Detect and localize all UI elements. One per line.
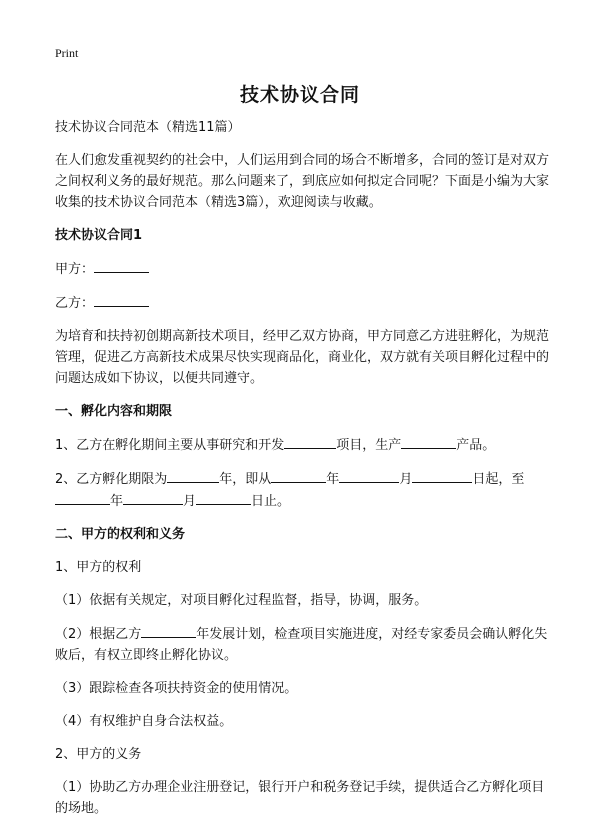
party-a-line: [55, 258, 555, 280]
section1-item2: [55, 468, 555, 512]
party-a-blank: [94, 258, 149, 273]
section2-heading: 二、甲方的权利和义务: [55, 527, 186, 542]
party-a-label: 甲方：: [55, 262, 95, 277]
section1-item1: [55, 434, 555, 456]
party-b-label: 乙方：: [55, 296, 95, 311]
s1i1-blank2: [401, 434, 456, 449]
right-item-3: （3）跟踪检查各项扶持资金的使用情况。: [55, 681, 298, 696]
s1i2-part2: 年，即从: [219, 472, 272, 487]
right-item-2: [55, 623, 555, 666]
s1i1-part2: 项目，生产: [336, 438, 402, 453]
s1i1-blank1: [284, 434, 336, 449]
rights-heading: 1、甲方的权利: [55, 560, 142, 575]
right2-blank: [141, 623, 196, 638]
s1i2-part6: 年: [110, 494, 124, 509]
s1i2-blank2: [271, 468, 326, 483]
s1i2-blank1: [167, 468, 219, 483]
party-b-blank: [94, 292, 149, 307]
section1-heading: 一、孵化内容和期限: [55, 404, 173, 419]
s1i2-blank6: [123, 490, 183, 505]
duty-item-1: （1）协助乙方办理企业注册登记，银行开户和税务登记手续，提供适合乙方孵化项目的场地。: [55, 780, 545, 816]
print-link[interactable]: Print: [55, 46, 79, 60]
s1i2-blank5: [55, 490, 110, 505]
contract-heading: 技术协议合同1: [55, 228, 143, 243]
duties-heading: 2、甲方的义务: [55, 747, 142, 762]
right2-part2: 年发展计划，检查项目实施进度，对经专家委员会确认孵化失败后，有权立即终止孵化协议。: [55, 627, 548, 663]
right2-part1: （2）根据乙方: [55, 627, 142, 642]
s1i2-part5: 日起，至: [472, 472, 525, 487]
s1i2-blank4: [412, 468, 472, 483]
party-b-line: [55, 292, 555, 314]
s1i2-part8: 日止。: [251, 494, 291, 509]
s1i2-part4: 月: [399, 472, 413, 487]
s1i2-blank3: [339, 468, 399, 483]
s1i2-blank7: [196, 490, 251, 505]
s1i2-part1: 2、乙方孵化期限为: [55, 472, 168, 487]
page-title: 技术协议合同: [239, 84, 360, 106]
s1i1-part1: 1、乙方在孵化期间主要从事研究和开发: [55, 438, 285, 453]
document-body: [55, 117, 555, 831]
intro-paragraph: 在人们愈发重视契约的社会中，人们运用到合同的场合不断增多，合同的签订是对双方之间权利义务的最好规范。那么问题来了，到底应如何拟定合同呢？下面是小编为大家收集的技术协议合同范本（精选3篇），欢迎阅读与收藏。: [55, 153, 550, 210]
right-item-4: （4）有权维护自身合法权益。: [55, 714, 233, 729]
preamble-paragraph: 为培育和扶持初创期高新技术项目，经甲乙双方协商，甲方同意乙方进驻孵化，为规范管理，促进乙方高新技术成果尽快实现商品化，商业化，双方就有关项目孵化过程中的问题达成如下协议，以便共同遵守。: [55, 329, 550, 386]
right-item-1: （1）依据有关规定，对项目孵化过程监督，指导，协调，服务。: [55, 593, 428, 608]
s1i2-part7: 月: [183, 494, 197, 509]
s1i1-part3: 产品。: [456, 438, 496, 453]
subtitle: 技术协议合同范本（精选11篇）: [55, 120, 241, 135]
s1i2-part3: 年: [326, 472, 340, 487]
